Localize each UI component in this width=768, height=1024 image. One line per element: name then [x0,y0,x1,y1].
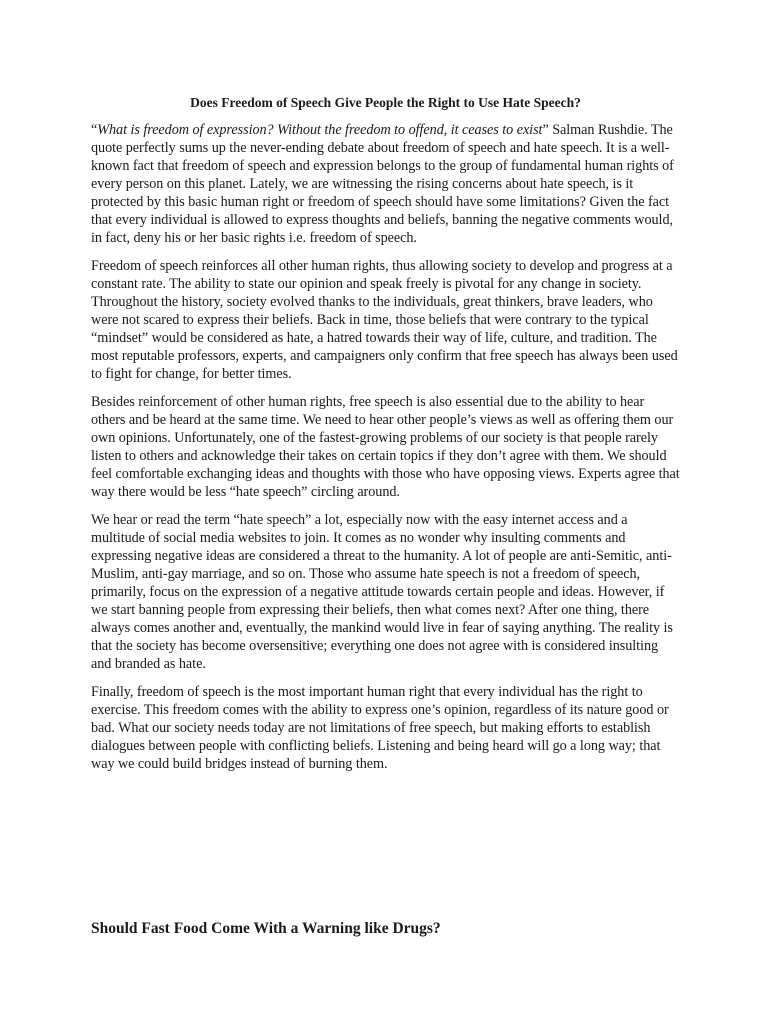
next-essay-heading: Should Fast Food Come With a Warning like Drugs? [91,920,441,937]
intro-paragraph [91,121,680,247]
document-body [91,121,680,783]
body-paragraph: Freedom of speech reinforces all other human rights, thus allowing society to develop and progress at a constant rate. The ability to state our opinion and speak freely is pivotal for any change in society. Throughout the history, society evolved thanks to the individuals, great thinkers, brave leaders, who were not scared to express their beliefs. Back in time, those beliefs that were contrary to the typical “mindset” would be considered as hate, a hatred towards their way of life, culture, and tradition. The most reputable professors, experts, and campaigners only confirm that free speech has always been used to fight for change, for better times. [91,258,678,382]
quote-attribution: ” Salman Rushdie. [542,122,648,138]
body-paragraph: We hear or read the term “hate speech” a lot, especially now with the easy internet access and a multitude of social media websites to join. It comes as no wonder why insulting comments and expressing negative ideas are considered a threat to the humanity. A lot of people are anti-Semitic, anti-Muslim, anti-gay marriage, and so on. Those who assume hate speech is not a freedom of speech, primarily, focus on the expression of a negative attitude towards certain people and ideas. However, if we start banning people from expressing their beliefs, then what comes next? After one thing, there always comes another and, eventually, the mankind would live in fear of saying anything. The reality is that the society has become oversensitive; everything one does not agree with is considered insulting and branded as hate. [91,512,673,672]
open-quote-mark: “ [91,122,98,138]
rushdie-quote: What is freedom of expression? Without the freedom to offend, it ceases to exist [97,122,543,138]
body-paragraph: Besides reinforcement of other human rights, free speech is also essential due to the ability to hear others and be heard at the same time. We need to hear other people’s views as well as offering them our own opinions. Unfortunately, one of the fastest-growing problems of our society is that people rarely listen to others and acknowledge their takes on certain topics if they don’t agree with them. We should feel comfortable exchanging ideas and thoughts with those who have opposing views. Experts agree that way there would be less “hate speech” circling around. [91,394,680,500]
body-paragraph: Finally, freedom of speech is the most important human right that every individual has the right to exercise. This freedom comes with the ability to express one’s opinion, regardless of its nature good or bad. What our society needs today are not limitations of free speech, but making efforts to establish dialogues between people with conflicting beliefs. Listening and being heard will go a long way; that way we could build bridges instead of burning them. [91,684,669,772]
document-title: Does Freedom of Speech Give People the Right to Use Hate Speech? [190,95,581,110]
intro-text: The quote perfectly sums up the never-ending debate about freedom of speech and hate speech. It is a well-known fact that freedom of speech and expression belongs to the group of fundamental human rights of every person on this planet. Lately, we are witnessing the rising concerns about hate speech, is it protected by this basic human right or freedom of speech should have some limitations? Given the fact that every individual is allowed to express thoughts and beliefs, banning the negative comments would, in fact, deny his or her basic rights i.e. freedom of speech. [91,122,674,246]
